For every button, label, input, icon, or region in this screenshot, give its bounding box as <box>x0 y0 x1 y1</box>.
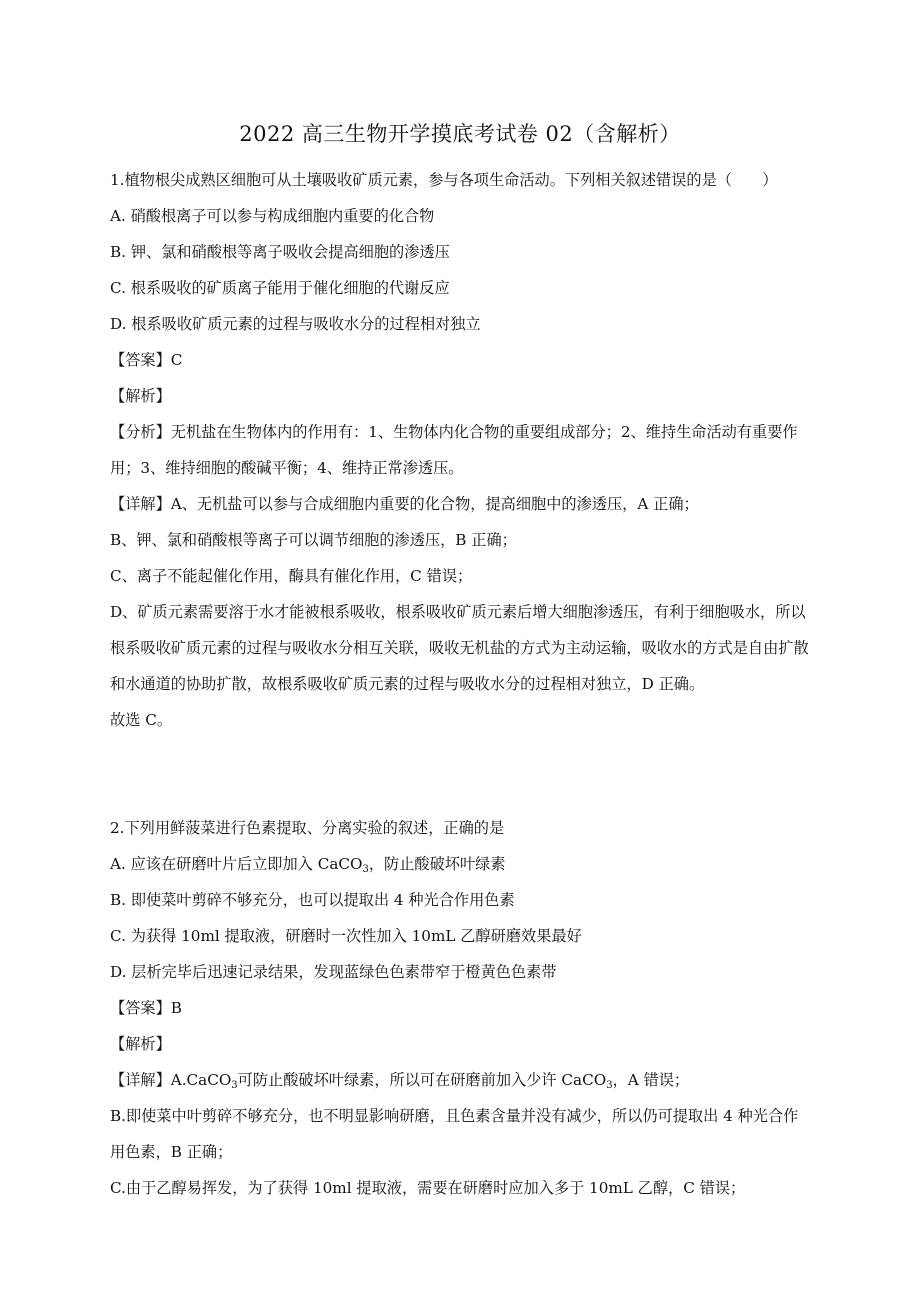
q2-option-a-post: ，防止酸破坏叶绿素 <box>368 855 506 873</box>
q1-conclusion: 故选 C。 <box>110 711 173 729</box>
q2-detail-c: C.由于乙醇易挥发，为了获得 10ml 提取液，需要在研磨时应加入多于 10mL 乙醇，C 错误； <box>110 1179 746 1197</box>
q1-answer: 【答案】C <box>110 351 183 369</box>
q1-detail-c: C、离子不能起催化作用，酶具有催化作用，C 错误； <box>110 567 473 585</box>
q1-stem: 1.植物根尖成熟区细胞可从土壤吸收矿质元素，参与各项生命活动。下列相关叙述错误的是（ ） <box>110 171 778 189</box>
q2-stem: 2.下列用鲜菠菜进行色素提取、分离实验的叙述，正确的是 <box>110 819 505 837</box>
q2-option-a <box>110 846 810 882</box>
q1-detail-a: 【详解】A、无机盐可以参与合成细胞内重要的化合物，提高细胞中的渗透压，A 正确； <box>110 495 699 513</box>
q2-option-a-pre: A. 应该在研磨叶片后立即加入 CaCO <box>110 855 363 873</box>
q1-option-b: B. 钾、氯和硝酸根等离子吸收会提高细胞的渗透压 <box>110 243 450 261</box>
q2-option-b: B. 即使菜叶剪碎不够充分，也可以提取出 4 种光合作用色素 <box>110 891 515 909</box>
document-body <box>110 162 810 1206</box>
q1-detail-d: D、矿质元素需要溶于水才能被根系吸收，根系吸收矿质元素后增大细胞渗透压，有利于细胞吸水，所以根系吸收矿质元素的过程与吸收水分相互关联，吸收无机盐的方式为主动运输，吸收水的方式是自由扩散和水通道的协助扩散，故根系吸收矿质元素的过程与吸收水分的过程相对独立，D 正确。 <box>110 603 809 693</box>
question-gap <box>110 738 810 810</box>
q2-detail-a-subscript-1: 3 <box>231 1080 238 1091</box>
q2-analysis-label: 【解析】 <box>110 1035 171 1053</box>
q1-option-c: C. 根系吸收的矿质离子能用于催化细胞的代谢反应 <box>110 279 450 297</box>
q2-detail-a <box>110 1062 810 1098</box>
q2-option-d: D. 层析完毕后迅速记录结果，发现蓝绿色色素带窄于橙黄色色素带 <box>110 963 557 981</box>
q1-detail-b: B、钾、氯和硝酸根等离子可以调节细胞的渗透压，B 正确； <box>110 531 517 549</box>
q2-answer: 【答案】B <box>110 999 182 1017</box>
q1-option-d: D. 根系吸收矿质元素的过程与吸收水分的过程相对独立 <box>110 315 481 333</box>
q2-detail-a-part3: ，A 错误； <box>612 1071 690 1089</box>
q1-option-a: A. 硝酸根离子可以参与构成细胞内重要的化合物 <box>110 207 435 225</box>
q1-fenxi: 【分析】无机盐在生物体内的作用有：1、生物体内化合物的重要组成部分；2、维持生命活动有重要作用；3、维持细胞的酸碱平衡；4、维持正常渗透压。 <box>110 423 798 477</box>
q2-detail-a-subscript-2: 3 <box>606 1080 613 1091</box>
q2-option-c: C. 为获得 10ml 提取液，研磨时一次性加入 10mL 乙醇研磨效果最好 <box>110 927 582 945</box>
q1-analysis-label: 【解析】 <box>110 387 171 405</box>
q2-detail-a-part1: 【详解】A.CaCO <box>110 1071 232 1089</box>
q2-detail-b: B.即使菜中叶剪碎不够充分，也不明显影响研磨，且色素含量并没有减少，所以仍可提取出 4 种光合作用色素，B 正确； <box>110 1107 799 1161</box>
q2-option-a-subscript: 3 <box>362 864 369 875</box>
q2-detail-a-part2: 可防止酸破坏叶绿素，所以可在研磨前加入少许 CaCO <box>237 1071 607 1089</box>
page-title: 2022 高三生物开学摸底考试卷 02（含解析） <box>239 122 681 146</box>
